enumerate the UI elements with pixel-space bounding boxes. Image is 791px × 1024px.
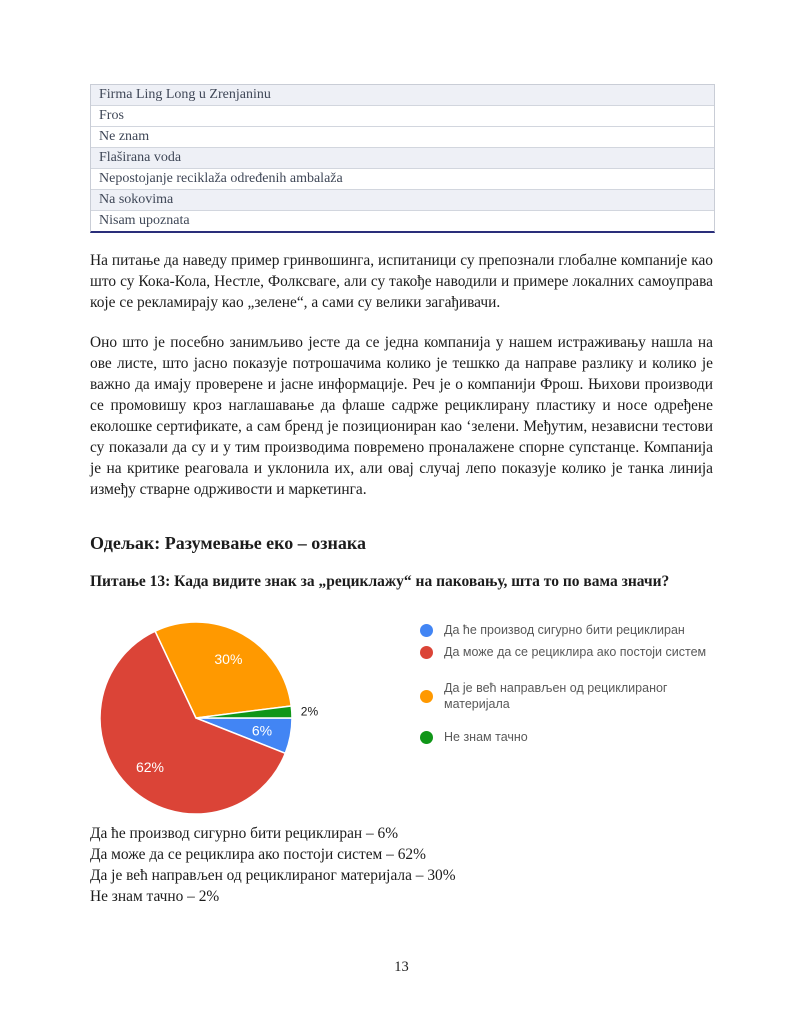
legend-item-label: Да може да се рециклира ако постоји систем [444,645,707,659]
legend-color-dot [420,624,433,637]
summary-line: Да може да се рециклира ако постоји систем – 62% [90,846,426,863]
answer-summary [90,823,713,907]
table-row: Na sokovima [91,190,714,211]
question-13-chart [90,611,713,823]
question-13-title: Питање 13: Када видите знак за „рециклажу“ на паковању, шта то по вама значи? [90,573,670,590]
table-row: Nisam upoznata [99,213,190,228]
summary-line: Да је већ направљен од рециклираног материјала – 30% [90,867,456,884]
table-row: Fros [91,106,714,127]
summary-line: Да ће производ сигурно бити рециклиран – 6% [90,825,399,842]
legend-item [420,644,715,660]
summary-line: Не знам тачно – 2% [90,888,220,905]
legend-color-dot [420,690,433,703]
answers-table [90,84,715,233]
pie-slice-label: 30% [214,651,243,668]
pie-chart-svg [90,611,335,823]
chart-legend [420,622,715,745]
pie-slice-label: 2% [300,704,319,719]
legend-item-label: Да је већ направљен од рециклираног материјала [444,681,668,711]
section-heading: Одељак: Разумевање еко – ознака [90,533,367,553]
legend-item [420,622,715,638]
legend-color-dot [420,731,433,744]
table-row: Firma Ling Long u Zrenjaninu [91,85,714,106]
legend-item-label: Не знам тачно [444,730,528,744]
pie-chart [90,611,335,828]
page-number: 13 [394,959,409,975]
pie-slice-label: 62% [135,759,165,775]
paragraph-greenwashing-examples: На питање да наведу пример гринвошинга, испитаници су препознали глобалне компаније као што су Кока-Кола, Нестле, Фолксваге, али су такође наводили и примере локалних самоуправа које се рекламирају као „зелене“, а сами су велики загађивачи. [90,252,713,311]
table-row: Ne znam [91,127,714,148]
legend-item [420,680,715,712]
legend-color-dot [420,646,433,659]
pie-slice-label: 6% [251,722,273,739]
table-row: Flaširana voda [91,148,714,169]
legend-item-label: Да ће производ сигурно бити рециклиран [444,623,685,637]
paragraph-frosch-case: Оно што је посебно занимљиво јесте да се једна компанија у нашем истраживању нашла на ове листе, што јасно показује потрошачима колико је тешкко да направе разлику и колико је важно да имају проверене и јасне информације. Реч је о компанији Фрош. Њихови производи се промовишу кроз наглашавање да флаше садрже рециклирану пластику и носе одређене еколошке сертификате, а сам бренд је позициониран као ‘зелени. Међутим, независни тестови су показали да су и у тим производима повремено проналажене спорне супстанце. Компанија је на критике реаговала и уклонила их, али овај случај лепо показује колико је танка линија између стварне одрживости и маркетинга. [90,334,713,498]
legend-item [420,729,715,745]
table-row: Nepostojanje reciklaža određenih ambalaža [91,169,714,190]
